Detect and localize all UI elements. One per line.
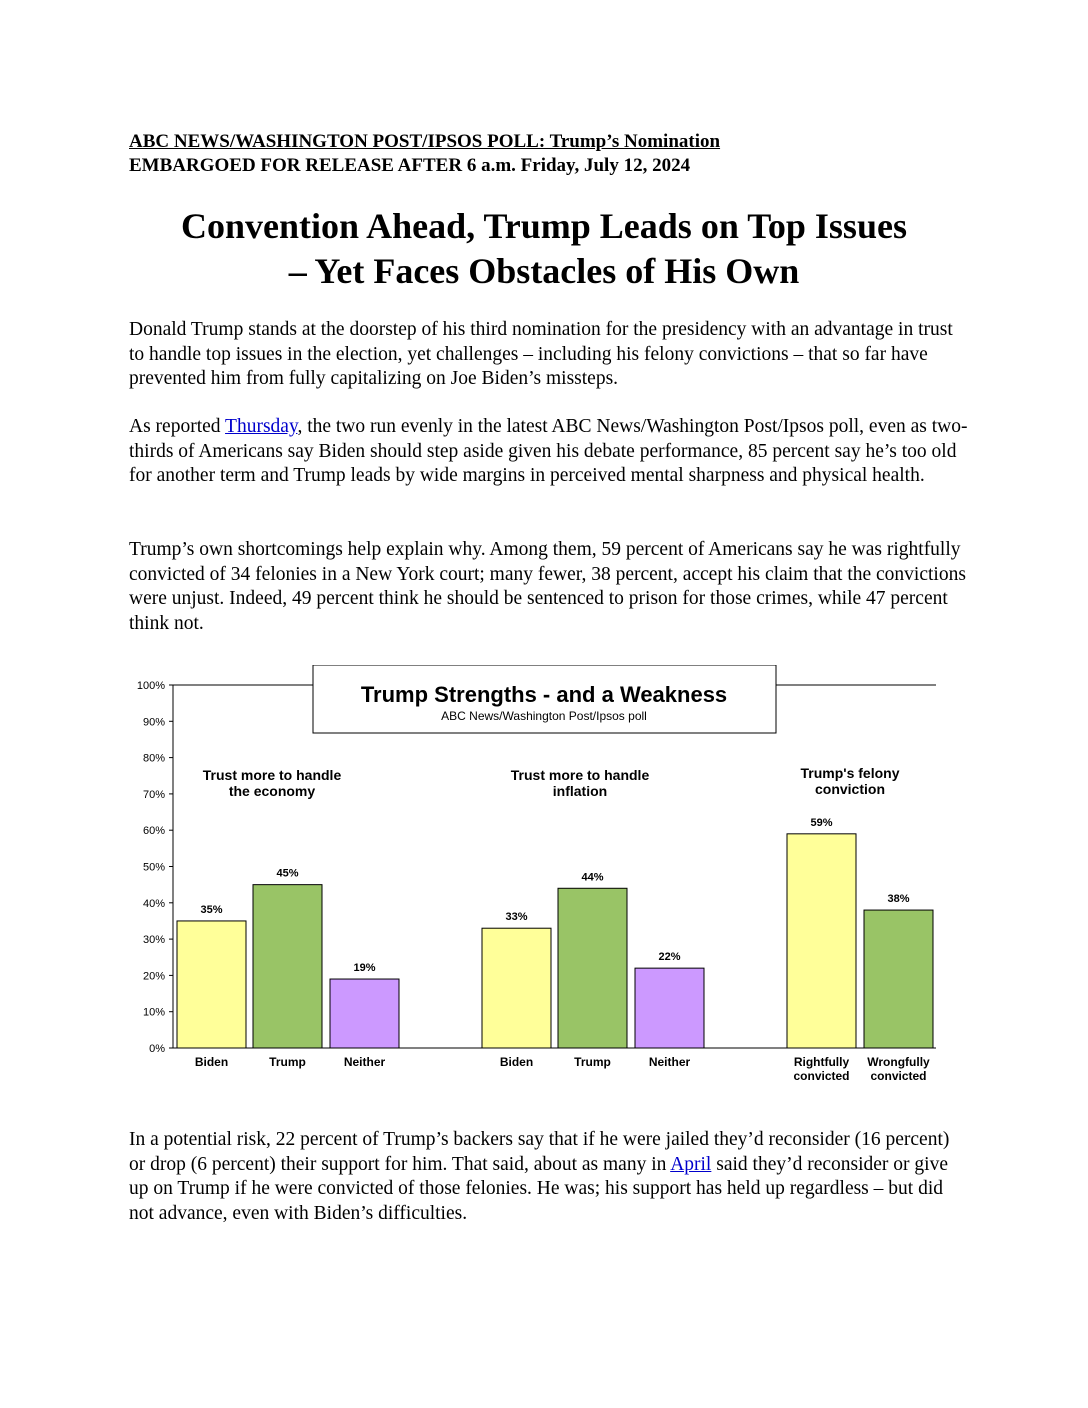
thursday-link[interactable]: Thursday [225,416,298,437]
chart-title: Trump Strengths - and a Weakness [360,682,728,707]
bar [787,834,856,1048]
headline-line-2: – Yet Faces Obstacles of His Own [288,251,800,291]
y-tick-label: 30% [142,934,165,947]
poll-header: ABC NEWS/WASHINGTON POST/IPSOS POLL: Trump’s Nomination [129,131,721,152]
headline-line-1: Convention Ahead, Trump Leads on Top Issues [181,206,907,246]
y-tick-label: 100% [136,680,165,692]
chart-title-box [313,665,776,733]
bar-category-label: convicted [870,1069,927,1083]
bar-category-label: Biden [499,1055,534,1069]
y-tick-label: 90% [142,716,165,729]
headline [60,204,1028,294]
bar-category-label: Wrongfully [867,1055,930,1069]
paragraph-text: As reported [129,416,226,437]
bar [482,928,551,1048]
embargo-line: EMBARGOED FOR RELEASE AFTER 6 a.m. Friday, July 12, 2024 [129,155,691,176]
bar [330,979,399,1048]
group-title: Trust more to handle [202,767,342,783]
bar-value-label: 45% [276,867,299,880]
y-tick-label: 70% [142,788,165,801]
y-tick-label: 20% [142,970,165,983]
bar [635,968,704,1048]
poll-bar-chart [120,665,940,1090]
bar-value-label: 59% [810,816,833,829]
bar [864,910,933,1048]
paragraph-text: , the two run evenly in the latest ABC News/Washington Post/Ipsos poll, even as two-thirds of Americans say Biden should step aside given his debate performance, 85 percent say he’s too old for another term and Trump leads by wide margins in perceived mental sharpness and physical health. [129,416,968,486]
y-tick-label: 80% [142,752,165,765]
y-tick-label: 40% [142,897,165,910]
bar-category-label: Trump [574,1055,611,1069]
bar-category-label: Neither [648,1055,691,1069]
bar-category-label: Trump [269,1055,306,1069]
group-title: conviction [814,781,886,797]
bar [177,921,246,1048]
paragraph-shortcomings: Trump’s own shortcomings help explain why. Among them, 59 percent of Americans say he was rightfully convicted of 34 felonies in a New York court; many fewer, 38 percent, accept his claim that the convictions were unjust. Indeed, 49 percent think he should be sentenced to prison for those crimes, while 47 percent think not. [129,539,966,634]
group-title: the economy [228,783,316,799]
bar-category-label: convicted [793,1069,850,1083]
y-tick-label: 50% [142,861,165,874]
y-tick-label: 60% [142,825,165,838]
bar-category-label: Biden [194,1055,229,1069]
paragraph-text: said they’d reconsider or give up on Trump if he were convicted of those felonies. He was; his support has held up regardless – but did not advance, even with Biden’s difficulties. [129,1153,948,1224]
y-tick-label: 10% [142,1006,165,1019]
paragraph-text: In a potential risk, 22 percent of Trump’s backers say that if he were jailed they’d reconsider (16 percent) or drop (6 percent) their support for him. That said, about as many in [129,1129,950,1175]
y-tick-label: 0% [149,1043,165,1055]
bar-value-label: 35% [200,903,223,916]
chart-subtitle: ABC News/Washington Post/Ipsos poll [441,709,647,723]
bar-value-label: 44% [581,871,604,884]
chart-bars [177,834,933,1048]
bar-category-label: Neither [343,1055,386,1069]
april-link[interactable]: April [670,1153,712,1175]
group-title: Trump's felony [800,765,900,781]
bar-value-label: 22% [658,951,681,964]
paragraph-risk [129,1128,969,1226]
bar [253,885,322,1048]
bar-value-label: 19% [353,962,376,975]
group-title: inflation [552,783,608,799]
bar-category-label: Rightfully [793,1055,850,1069]
paragraph-intro: Donald Trump stands at the doorstep of his third nomination for the presidency with an advantage in trust to handle top issues in the election, yet challenges – including his felony convictions – that so far have prevented him from fully capitalizing on Joe Biden’s missteps. [129,319,953,389]
bar [558,888,627,1048]
bar-value-label: 33% [505,911,528,924]
group-title: Trust more to handle [510,767,650,783]
bar-value-label: 38% [887,893,910,906]
paragraph-reported [129,415,969,489]
